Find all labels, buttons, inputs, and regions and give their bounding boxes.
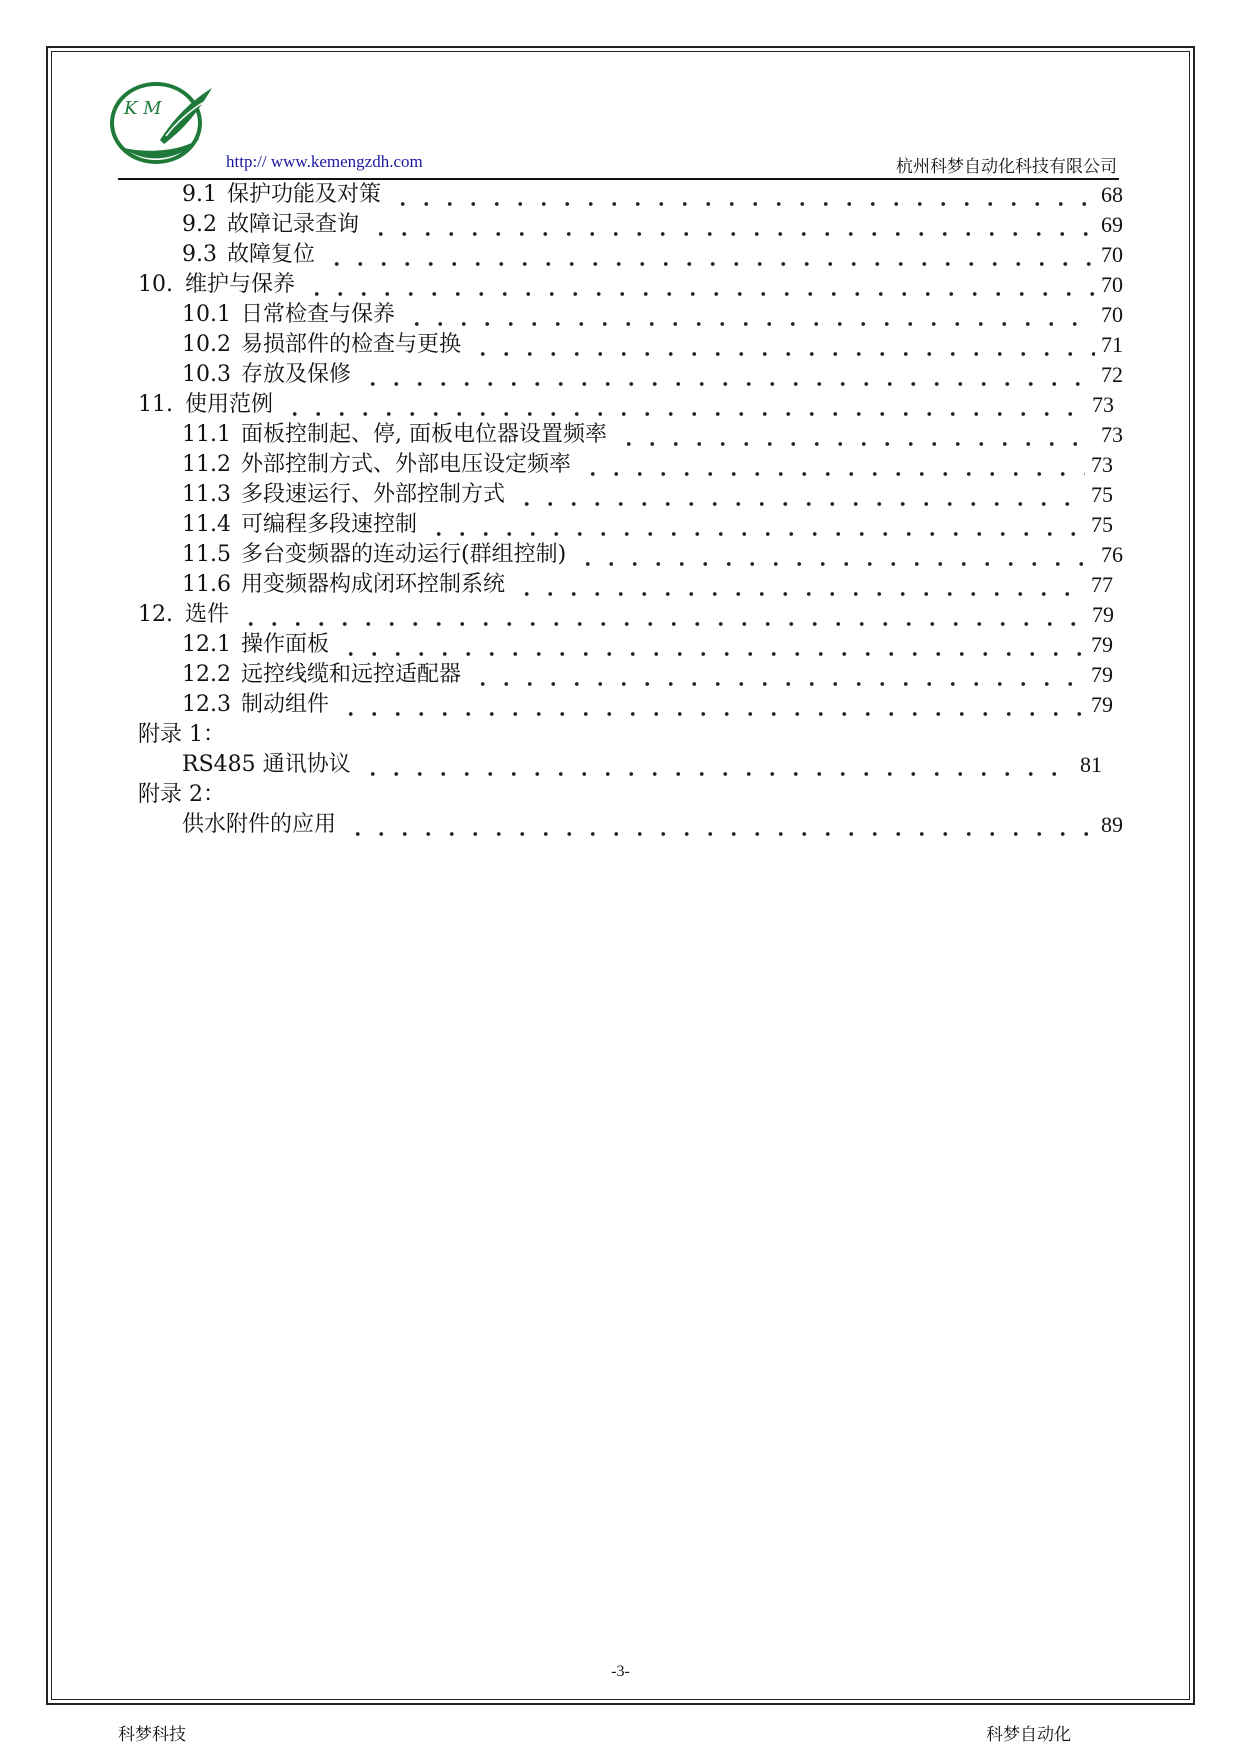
footer-right-text: 科梦自动化: [986, 1725, 1071, 1745]
toc-entry[interactable]: [182, 630, 1113, 660]
toc-entry[interactable]: [182, 540, 1123, 570]
dot-leader: [387, 180, 1095, 210]
toc-entry-title: 多台变频器的连动运行(群组控制): [240, 542, 567, 567]
toc-entry[interactable]: [138, 270, 1123, 300]
toc-entry-number: 12.: [138, 602, 173, 627]
footer-left-text: 科梦科技: [118, 1725, 186, 1745]
toc-entry-number: 10.3: [182, 362, 231, 387]
toc-entry-page: 89: [1101, 812, 1123, 837]
toc-entry-title: 故障复位: [227, 242, 316, 267]
toc-entry-page: 69: [1101, 212, 1123, 237]
toc-entry-page: 79: [1091, 662, 1113, 687]
toc-entry-number: 10.2: [182, 332, 231, 357]
dot-leader: [572, 540, 1095, 570]
toc-entry-page: 73: [1101, 422, 1123, 447]
toc-entry-title: 可编程多段速控制: [240, 512, 417, 537]
toc-entry-page: 75: [1091, 482, 1113, 507]
dot-leader: [467, 330, 1095, 360]
toc-entry-number: 10.1: [182, 302, 231, 327]
toc-entry[interactable]: [182, 360, 1123, 390]
toc-entry[interactable]: [182, 810, 1123, 840]
toc-entry-title: 供水附件的应用: [182, 812, 337, 837]
toc-entry-title: 制动组件: [240, 692, 329, 717]
toc-entry[interactable]: [182, 570, 1113, 600]
toc-entry-number: 12.1: [182, 632, 231, 657]
dot-leader: [365, 210, 1095, 240]
toc-entry-page: 76: [1101, 542, 1123, 567]
toc-entry-title: 存放及保修: [240, 362, 351, 387]
toc-entry-title: RS485 通讯协议: [182, 752, 351, 777]
toc-entry-page: 73: [1091, 452, 1113, 477]
dot-leader: [401, 300, 1095, 330]
toc-entry-number: 11.6: [182, 572, 231, 597]
toc-entry-number: 9.3: [182, 242, 217, 267]
toc-entry-title: 面板控制起、停, 面板电位器设置频率: [240, 422, 607, 447]
toc-entry[interactable]: [182, 240, 1123, 270]
page-number: -3-: [611, 1663, 630, 1680]
dot-leader: [423, 510, 1085, 540]
toc-entry-title: 用变频器构成闭环控制系统: [240, 572, 505, 597]
dot-leader: [235, 600, 1086, 630]
toc-entry[interactable]: [182, 330, 1123, 360]
dot-leader: [301, 270, 1095, 300]
toc-entry-title: 易损部件的检查与更换: [240, 332, 461, 357]
toc-entry-title: 多段速运行、外部控制方式: [240, 482, 505, 507]
toc-entry-title: 故障记录查询: [227, 212, 360, 237]
toc-entry-page: 79: [1091, 692, 1113, 717]
toc-entry-page: 70: [1101, 242, 1123, 267]
toc-entry[interactable]: [182, 480, 1113, 510]
toc-entry-number: 11.1: [182, 422, 231, 447]
header-company-name: 杭州科梦自动化科技有限公司: [896, 157, 1117, 177]
toc-entry-page: 79: [1091, 632, 1113, 657]
header-url-link[interactable]: http:// www.kemengzdh.com: [226, 152, 423, 171]
toc-entry-number: 12.3: [182, 692, 231, 717]
toc-entry-page: 77: [1091, 572, 1113, 597]
dot-leader: [511, 570, 1085, 600]
toc-entry-title: 日常检查与保养: [240, 302, 395, 327]
appendix-heading: 附录 1：: [138, 722, 225, 747]
toc-entry-title: 使用范例: [185, 392, 274, 417]
dot-leader: [321, 240, 1095, 270]
toc-entry-title: 维护与保养: [185, 272, 296, 297]
dot-leader: [342, 810, 1095, 840]
toc-entry-title: 选件: [185, 602, 230, 627]
dot-leader: [279, 390, 1086, 420]
toc-entry-page: 68: [1101, 182, 1123, 207]
toc-entry-page: 75: [1091, 512, 1113, 537]
dot-leader: [613, 420, 1095, 450]
dot-leader: [577, 450, 1085, 480]
dot-leader: [357, 360, 1095, 390]
toc-entry[interactable]: [182, 690, 1113, 720]
logo-letters: K M: [124, 98, 162, 119]
toc-entry-number: 9.1: [182, 182, 217, 207]
toc-entry[interactable]: [138, 600, 1114, 630]
toc-entry-number: 12.2: [182, 662, 231, 687]
toc-entry[interactable]: [182, 210, 1123, 240]
toc-entry-number: 11.5: [182, 542, 231, 567]
toc-entry-number: 11.3: [182, 482, 231, 507]
toc-entry[interactable]: [182, 510, 1113, 540]
toc-entry-page: 70: [1101, 272, 1123, 297]
toc-entry-page: 79: [1092, 602, 1114, 627]
toc-entry-title: 外部控制方式、外部电压设定频率: [240, 452, 571, 477]
toc-entry-title: 保护功能及对策: [227, 182, 382, 207]
toc-entry-title: 远控线缆和远控适配器: [240, 662, 461, 687]
dot-leader: [335, 690, 1085, 720]
toc-entry[interactable]: [182, 450, 1113, 480]
toc-entry-number: 11.: [138, 392, 173, 417]
toc-entry[interactable]: [182, 660, 1113, 690]
toc-entry-page: 72: [1101, 362, 1123, 387]
toc-entry-page: 70: [1101, 302, 1123, 327]
dot-leader: [467, 660, 1085, 690]
toc-entry[interactable]: [182, 750, 1102, 780]
toc-entry[interactable]: [138, 390, 1114, 420]
toc-entry-page: 71: [1101, 332, 1123, 357]
toc-entry-number: 10.: [138, 272, 173, 297]
toc-entry-title: 操作面板: [240, 632, 329, 657]
toc-entry-page: 81: [1080, 752, 1102, 777]
toc-entry-page: 73: [1092, 392, 1114, 417]
dot-leader: [357, 750, 1074, 780]
toc-entry-number: 9.2: [182, 212, 217, 237]
toc-entry[interactable]: [182, 300, 1123, 330]
dot-leader: [335, 630, 1085, 660]
dot-leader: [511, 480, 1085, 510]
appendix-heading: 附录 2：: [138, 782, 225, 807]
toc-entry[interactable]: [182, 420, 1123, 450]
company-logo: [104, 78, 216, 164]
toc-entry-number: 11.4: [182, 512, 231, 537]
toc-entry[interactable]: [182, 180, 1123, 210]
toc-entry-number: 11.2: [182, 452, 231, 477]
